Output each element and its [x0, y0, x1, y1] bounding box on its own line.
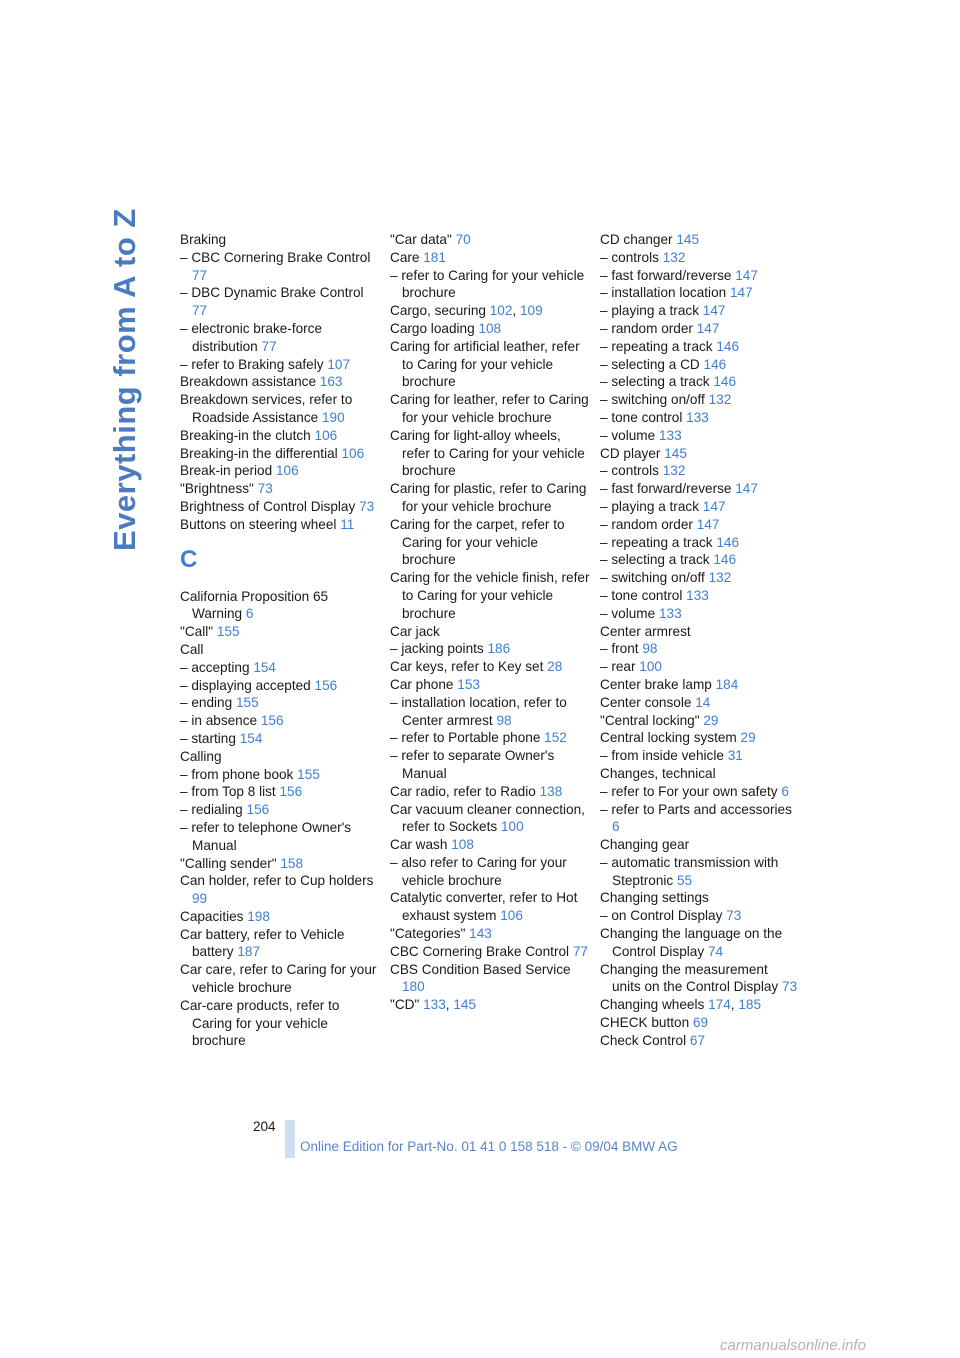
index-term: Caring for light-alloy wheels, refer to Caring for your vehicle brochure: [390, 427, 585, 479]
page-reference-link[interactable]: 174: [708, 997, 731, 1013]
page-reference-link[interactable]: 186: [487, 641, 511, 657]
index-term: – random order: [600, 320, 693, 336]
index-column-1: [180, 231, 380, 1050]
index-entry: [390, 801, 590, 837]
index-term: Breaking-in the differential: [180, 445, 338, 461]
index-entry: Changing wheels 174, 185: [600, 997, 762, 1013]
index-column-3: [600, 231, 800, 1050]
page-reference-link[interactable]: 73: [782, 979, 798, 995]
index-term: "Car data": [390, 232, 452, 247]
index-entry: [390, 231, 590, 249]
index-entry: [390, 658, 590, 676]
page-reference-link[interactable]: 147: [729, 285, 753, 301]
index-term: – accepting: [180, 659, 250, 675]
page-reference-link[interactable]: 146: [713, 374, 737, 390]
index-entry: [600, 302, 800, 320]
index-entry: [390, 623, 590, 641]
index-entry: [180, 659, 380, 677]
index-term: Car care, refer to Caring for your vehicle brochure: [180, 962, 377, 996]
page-reference-link[interactable]: 100: [639, 659, 662, 675]
page-reference-link[interactable]: 146: [703, 356, 727, 372]
index-term: Center armrest: [600, 623, 691, 639]
index-entry: [390, 676, 590, 694]
index-entry: [390, 516, 590, 569]
index-term: "CD": [390, 997, 420, 1013]
page-reference-link[interactable]: 14: [695, 694, 711, 710]
index-entry: [600, 783, 800, 801]
index-term: Car jack: [390, 623, 440, 639]
index-entry: [600, 320, 800, 338]
index-term: Car radio, refer to Radio: [390, 783, 536, 799]
page-reference-link[interactable]: 77: [192, 303, 208, 319]
page-reference-link[interactable]: 156: [260, 713, 284, 729]
index-entry: [390, 391, 590, 427]
index-term: CBC Cornering Brake Control: [390, 943, 570, 959]
page-reference-link[interactable]: 132: [662, 249, 686, 265]
index-term: "Call": [180, 624, 214, 640]
page-reference-link[interactable]: 198: [247, 908, 270, 924]
index-term: Cargo loading: [390, 320, 475, 336]
page-reference-link[interactable]: 106: [314, 427, 338, 443]
index-entry: [180, 462, 380, 480]
index-term: "Categories": [390, 926, 466, 942]
page-reference-link[interactable]: 133: [658, 605, 682, 621]
page-reference-link[interactable]: 138: [539, 783, 563, 799]
page-reference-link[interactable]: 155: [235, 695, 259, 711]
index-entry: [390, 320, 590, 338]
index-term: – on Control Display: [600, 908, 723, 924]
index-term: – refer to Portable phone: [390, 730, 541, 746]
page-reference-link[interactable]: 154: [239, 730, 263, 746]
index-term: Car vacuum cleaner connection, refer to Sockets: [390, 801, 585, 835]
page-reference-link[interactable]: 155: [297, 766, 320, 782]
watermark: carmanualsonline.info: [720, 1337, 866, 1354]
index-entry: [390, 480, 590, 516]
page-reference-link[interactable]: 106: [275, 463, 299, 479]
index-term: Braking: [180, 232, 227, 247]
index-term: – refer to separate Owner's Manual: [390, 748, 555, 781]
index-entry: [390, 569, 590, 622]
index-term: Changes, technical: [600, 765, 716, 781]
index-term: – tone control: [600, 587, 683, 603]
index-term: Call: [180, 641, 204, 657]
index-term: – controls: [600, 249, 659, 265]
index-term: Check Control: [600, 1032, 687, 1048]
index-term: – jacking points: [390, 641, 484, 657]
index-entry: [390, 747, 590, 783]
index-term: – rear: [600, 659, 636, 675]
page-reference-link[interactable]: 187: [237, 944, 261, 960]
index-entry: [600, 712, 800, 730]
index-term: – from phone book: [180, 766, 294, 782]
index-entry: [180, 677, 380, 695]
index-entry: [390, 694, 590, 730]
page-reference-link[interactable]: 181: [423, 249, 446, 265]
index-entry: [600, 907, 800, 925]
index-entry: [600, 462, 800, 480]
page-reference-link[interactable]: 145: [676, 232, 700, 247]
index-term: Car wash: [390, 837, 448, 853]
index-entry: [180, 712, 380, 730]
index-term: – tone control: [600, 409, 683, 425]
index-entry: [180, 748, 380, 766]
index-entry: [180, 908, 380, 926]
index-entry: [600, 480, 800, 498]
index-entry: [390, 836, 590, 854]
index-term: Changing gear: [600, 837, 690, 853]
index-term: – installation location, refer to Center armrest: [390, 694, 567, 728]
index-group-c-2: [390, 231, 590, 1014]
page-reference-link[interactable]: 107: [327, 356, 351, 372]
page-reference-link[interactable]: 6: [781, 783, 789, 799]
index-term: – DBC Dynamic Brake Control: [180, 285, 364, 301]
index-entry: [600, 836, 800, 854]
index-term: CBS Condition Based Service: [390, 961, 571, 977]
index-entry: [600, 534, 800, 552]
index-term: – from inside vehicle: [600, 748, 724, 764]
page-reference-link[interactable]: 69: [692, 1015, 709, 1031]
index-term: Changing settings: [600, 890, 709, 906]
page-reference-link[interactable]: 163: [319, 374, 343, 390]
page-reference-link[interactable]: 6: [612, 819, 620, 835]
page-reference-link[interactable]: 106: [341, 445, 365, 461]
page-reference-link[interactable]: 155: [216, 624, 240, 640]
page-reference-link[interactable]: 146: [713, 552, 737, 568]
index-entry: [600, 729, 800, 747]
page-reference-link[interactable]: 154: [253, 659, 276, 675]
index-entry: [180, 855, 380, 873]
page-reference-link[interactable]: 73: [257, 481, 273, 497]
page-reference-link[interactable]: 147: [735, 481, 758, 497]
index-term: – selecting a track: [600, 374, 710, 390]
index-term: Central locking system: [600, 730, 737, 746]
page-reference-link[interactable]: 29: [703, 712, 719, 728]
page-reference-link[interactable]: 147: [696, 320, 720, 336]
page-reference-link[interactable]: 158: [280, 855, 304, 871]
index-column-2: [390, 231, 590, 1014]
index-entry: [180, 391, 380, 427]
index-entry: [600, 925, 800, 961]
index-entry: [600, 658, 800, 676]
index-term: – switching on/off: [600, 570, 705, 586]
index-entry: [600, 338, 800, 356]
footer-bar: [285, 1120, 295, 1158]
page-reference-link[interactable]: 108: [451, 837, 474, 853]
index-entry: [600, 373, 800, 391]
page-number: 204: [253, 1119, 276, 1134]
index-entry: [390, 943, 590, 961]
index-entry: [600, 765, 800, 783]
index-entry: [600, 640, 800, 658]
index-entry: [600, 747, 800, 765]
index-entry: [180, 694, 380, 712]
index-term: Brightness of Control Display: [180, 498, 356, 514]
section-letter: C: [180, 545, 198, 573]
index-entry: [180, 641, 380, 659]
index-entry: [600, 445, 800, 463]
page-reference-link[interactable]: 184: [715, 676, 739, 692]
index-entry: [390, 427, 590, 480]
page-reference-link[interactable]: 147: [702, 498, 726, 514]
page-reference-link[interactable]: 133: [686, 409, 709, 425]
page-reference-link[interactable]: 133: [658, 427, 682, 443]
index-entry: [600, 516, 800, 534]
index-term: Car battery, refer to Vehicle battery: [180, 926, 345, 960]
page-reference-link[interactable]: 99: [192, 891, 208, 907]
index-entry: [600, 498, 800, 516]
index-term: Cargo, securing: [390, 303, 486, 319]
index-entry: [180, 427, 380, 445]
index-entry: [180, 819, 380, 855]
index-entry: [600, 409, 800, 427]
page-reference-link[interactable]: 106: [500, 908, 523, 924]
index-term: – also refer to Caring for your vehicle brochure: [390, 854, 567, 888]
index-term: Caring for artificial leather, refer to Caring for your vehicle brochure: [390, 338, 580, 390]
index-entry: [390, 961, 590, 997]
index-term: – electronic brake-force distribution: [180, 320, 323, 354]
index-entry: [600, 551, 800, 569]
index-entry: [600, 356, 800, 374]
index-term: – CBC Cornering Brake Control: [180, 249, 371, 265]
index-term: – displaying accepted: [180, 677, 311, 693]
page-reference-link[interactable]: 145: [453, 997, 477, 1013]
index-entry: [180, 872, 380, 908]
index-entry: [600, 587, 800, 605]
index-term: – repeating a track: [600, 338, 713, 354]
index-entry: [600, 694, 800, 712]
index-term: – random order: [600, 516, 693, 532]
page-reference-link[interactable]: 55: [677, 872, 693, 888]
page-reference-link[interactable]: 185: [738, 997, 762, 1013]
index-entry: [180, 445, 380, 463]
page-reference-link[interactable]: 77: [572, 943, 588, 959]
index-term: – repeating a track: [600, 534, 713, 550]
page-reference-link[interactable]: 132: [662, 463, 686, 479]
index-entry: [180, 783, 380, 801]
index-entry: [180, 588, 380, 624]
index-term: CHECK button: [600, 1015, 690, 1031]
side-title: Everything from A to Z: [107, 208, 142, 551]
page-reference-link[interactable]: 156: [279, 784, 303, 800]
page-reference-link[interactable]: 11: [340, 516, 355, 532]
index-term: Car keys, refer to Key set: [390, 659, 544, 675]
index-term: Caring for leather, refer to Caring for your vehicle brochure: [390, 392, 589, 425]
page-reference-link[interactable]: 108: [478, 320, 502, 336]
index-term: CD player: [600, 445, 661, 461]
index-term: – ending: [180, 695, 233, 711]
index-entry: Cargo, securing 102, 109: [390, 303, 543, 319]
index-term: – controls: [600, 463, 659, 479]
index-entry: [600, 623, 800, 641]
page-reference-link[interactable]: 6: [245, 606, 254, 622]
index-term: Changing wheels: [600, 997, 705, 1013]
page-reference-link[interactable]: 77: [192, 267, 208, 283]
index-term: – volume: [600, 605, 656, 621]
index-entry: [390, 267, 590, 303]
index-entry: [600, 391, 800, 409]
page-reference-link[interactable]: 67: [689, 1032, 706, 1048]
index-entry: [600, 267, 800, 285]
index-term: – installation location: [600, 285, 727, 301]
index-term: Breakdown assistance: [180, 374, 317, 390]
index-entry: [180, 961, 380, 997]
page-reference-link[interactable]: 73: [726, 908, 742, 924]
index-entry: [600, 605, 800, 623]
index-term: Center console: [600, 694, 692, 710]
index-term: – refer to For your own safety: [600, 783, 778, 799]
index-term: Break-in period: [180, 463, 273, 479]
index-entry: [600, 801, 800, 837]
index-term: CD changer: [600, 232, 673, 247]
index-term: "Brightness": [180, 481, 254, 497]
page-reference-link[interactable]: 73: [359, 498, 375, 514]
index-entry: [180, 926, 380, 962]
index-entry: [600, 1014, 800, 1032]
index-entry: [390, 729, 590, 747]
index-term: – fast forward/reverse: [600, 267, 732, 283]
index-term: Car-care products, refer to Caring for your vehicle brochure: [180, 997, 340, 1049]
page-reference-link[interactable]: 180: [402, 979, 425, 995]
page-reference-link[interactable]: 147: [696, 516, 720, 532]
index-entry: [600, 961, 800, 997]
index-term: Breakdown services, refer to Roadside Assistance: [180, 392, 353, 425]
index-entry: "CD" 133, 145: [390, 997, 477, 1013]
page-reference-link[interactable]: 132: [708, 392, 732, 408]
page-reference-link[interactable]: 133: [423, 997, 446, 1013]
index-group-c-3: [600, 231, 800, 1050]
index-entry: [390, 783, 590, 801]
index-group-c: [180, 588, 380, 1051]
page-reference-link[interactable]: 98: [496, 712, 512, 728]
page-reference-link[interactable]: 77: [261, 338, 277, 354]
index-term: – front: [600, 641, 639, 657]
index-entry: [390, 925, 590, 943]
index-entry: [180, 623, 380, 641]
index-term: Can holder, refer to Cup holders: [180, 873, 374, 889]
index-term: – fast forward/reverse: [600, 481, 732, 497]
page-reference-link[interactable]: 109: [520, 303, 543, 319]
index-term: Car phone: [390, 676, 454, 692]
index-entry: [600, 427, 800, 445]
index-entry: [390, 338, 590, 391]
index-entry: [180, 231, 380, 249]
index-entry: [180, 516, 380, 534]
index-term: Buttons on steering wheel: [180, 516, 337, 532]
page-reference-link[interactable]: 28: [547, 659, 563, 675]
index-term: – automatic transmission with Steptronic: [600, 854, 779, 888]
index-term: California Proposition 65 Warning: [180, 588, 329, 622]
index-entry: [600, 231, 800, 249]
index-term: Calling: [180, 748, 222, 764]
index-term: "Central locking": [600, 712, 700, 728]
index-entry: [180, 997, 380, 1050]
index-term: Center brake lamp: [600, 676, 712, 692]
page-reference-link[interactable]: 145: [664, 445, 687, 461]
index-entry: [600, 854, 800, 890]
index-term: – starting: [180, 730, 236, 746]
page-reference-link[interactable]: 156: [246, 802, 270, 818]
page-reference-link[interactable]: 190: [321, 409, 345, 425]
index-term: – from Top 8 list: [180, 784, 276, 800]
index-term: "Calling sender": [180, 855, 277, 871]
index-term: – redialing: [180, 802, 243, 818]
index-term: – selecting a CD: [600, 356, 700, 372]
page-reference-link[interactable]: 29: [740, 730, 756, 746]
index-entry: [180, 284, 380, 320]
page-reference-link[interactable]: 146: [716, 534, 740, 550]
page-reference-link[interactable]: 156: [314, 677, 338, 693]
page-reference-link[interactable]: 31: [727, 748, 743, 764]
index-entry: [600, 1032, 800, 1050]
page-reference-link[interactable]: 102: [489, 303, 513, 319]
index-entry: [600, 249, 800, 267]
index-entry: [390, 249, 590, 267]
index-term: Care: [390, 249, 420, 265]
index-entry: [600, 889, 800, 907]
page-reference-link[interactable]: 146: [716, 338, 740, 354]
index-term: – refer to Braking safely: [180, 356, 324, 372]
index-entry: [600, 569, 800, 587]
index-term: – selecting a track: [600, 552, 710, 568]
index-term: – refer to Parts and accessories: [600, 801, 792, 817]
index-term: – refer to Caring for your vehicle brochure: [390, 267, 585, 301]
page-reference-link[interactable]: 98: [642, 641, 658, 657]
index-group-b: [180, 231, 380, 534]
index-entry: [180, 373, 380, 391]
index-entry: [600, 676, 800, 694]
page-reference-link[interactable]: 147: [702, 303, 726, 319]
index-entry: [600, 284, 800, 302]
index-term: Caring for the carpet, refer to Caring for your vehicle brochure: [390, 516, 565, 568]
index-entry: [180, 801, 380, 819]
index-entry: [180, 249, 380, 285]
index-term: – refer to telephone Owner's Manual: [180, 819, 352, 853]
index-term: Breaking-in the clutch: [180, 427, 311, 443]
index-term: – playing a track: [600, 303, 699, 319]
index-entry: [180, 320, 380, 356]
index-term: Caring for plastic, refer to Caring for your vehicle brochure: [390, 481, 587, 514]
index-term: – playing a track: [600, 498, 699, 514]
index-term: Capacities: [180, 908, 244, 924]
page-reference-link[interactable]: 143: [469, 926, 492, 942]
index-term: Changing the language on the Control Display: [600, 926, 783, 959]
index-entry: [390, 854, 590, 890]
page-reference-link[interactable]: 74: [707, 943, 724, 959]
index-term: – switching on/off: [600, 392, 705, 408]
page-reference-link[interactable]: 132: [708, 570, 732, 586]
page-reference-link[interactable]: 153: [457, 676, 480, 692]
index-entry: [180, 498, 380, 516]
page-reference-link[interactable]: 152: [544, 730, 567, 746]
page-reference-link[interactable]: 100: [500, 819, 524, 835]
footer-text: Online Edition for Part-No. 01 41 0 158 518 - © 09/04 BMW AG: [300, 1139, 678, 1154]
page-reference-link[interactable]: 70: [455, 232, 471, 247]
index-entry: [180, 730, 380, 748]
index-term: Catalytic converter, refer to Hot exhaust system: [390, 890, 578, 924]
index-entry: [180, 766, 380, 784]
index-entry: [390, 640, 590, 658]
index-entry: [180, 480, 380, 498]
index-entry: [180, 356, 380, 374]
page-reference-link[interactable]: 133: [686, 587, 709, 603]
page-reference-link[interactable]: 147: [735, 267, 758, 283]
index-term: Changing the measurement units on the Control Display: [600, 961, 779, 995]
index-term: – in absence: [180, 713, 258, 729]
index-term: Caring for the vehicle finish, refer to Caring for your vehicle brochure: [390, 570, 590, 621]
index-entry: [390, 889, 590, 925]
index-term: – volume: [600, 427, 656, 443]
